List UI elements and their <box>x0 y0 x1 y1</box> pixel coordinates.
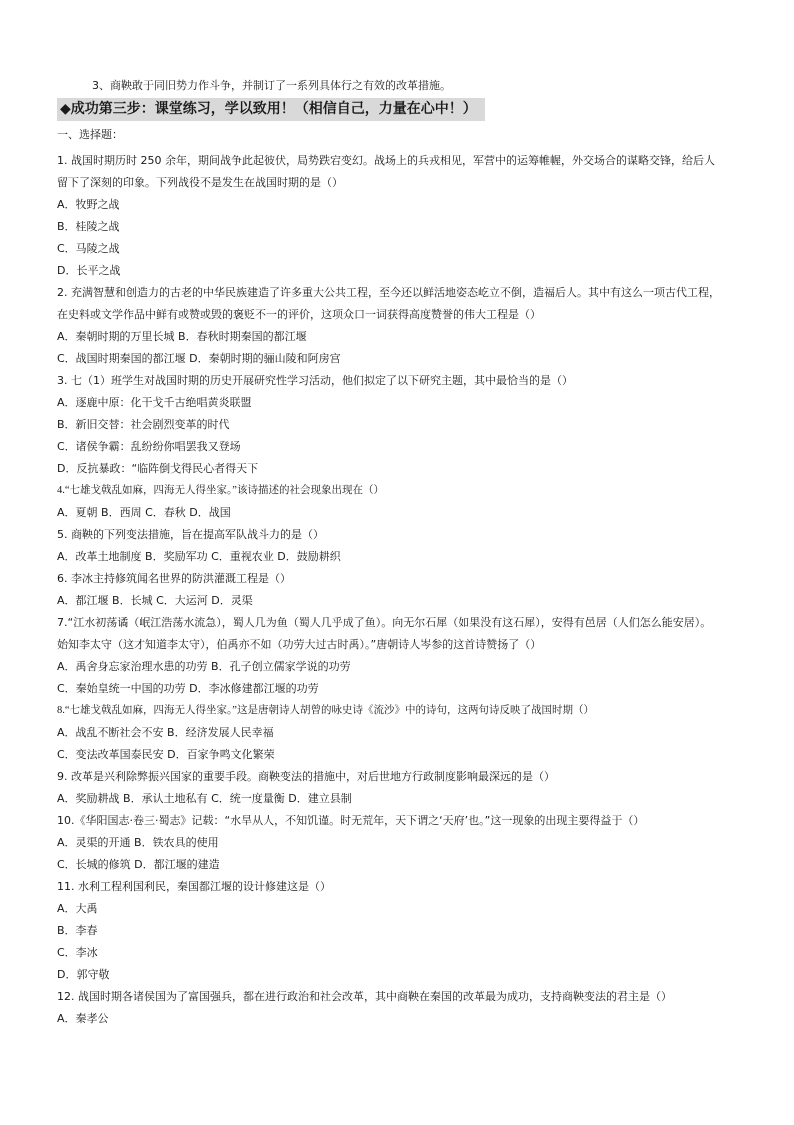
option-line: C．诸侯争霸：乱纷纷你唱罢我又登场 <box>57 440 241 453</box>
option-line: A．逐鹿中原：化干戈千古绝唱黄炎联盟 <box>57 396 252 409</box>
option-line: C．秦始皇统一中国的功劳 D．李冰修建都江堰的功劳 <box>57 682 319 695</box>
intro-text: 3、商鞅敢于同旧势力作斗争，并制订了一系列具体行之有效的改革措施。 <box>92 79 451 92</box>
option-line: B．桂陵之战 <box>57 220 120 233</box>
option-line: B．新旧交替：社会剧烈变革的时代 <box>57 418 230 431</box>
section-title: 一、选择题： <box>57 128 123 141</box>
question-list <box>57 150 747 1030</box>
option-line: B．李春 <box>57 924 98 937</box>
text-line: 3. 七（1）班学生对战国时期的历史开展研究性学习活动，他们拟定了以下研究主题，其中最恰当的是（） <box>57 374 573 387</box>
text-line: 留下了深刻的印象。下列战役不是发生在战国时期的是（） <box>57 176 343 189</box>
option-line: A．都江堰 B．长城 C．大运河 D．灵渠 <box>57 594 253 607</box>
option-line: A．禹舍身忘家治理水患的功劳 B．孔子创立儒家学说的功劳 <box>57 660 351 673</box>
option-line: A．奖励耕战 B．承认土地私有 C．统一度量衡 D．建立县制 <box>57 792 352 805</box>
option-line: A．战乱不断社会不安 B．经济发展人民幸福 <box>57 726 274 739</box>
option-line: A．秦朝时期的万里长城 B．春秋时期秦国的都江堰 <box>57 330 307 343</box>
text-line: 11. 水利工程利国利民，秦国都江堰的设计修建这是（） <box>57 880 331 893</box>
text-line: 10.《华阳国志·卷三·蜀志》记载：“水旱从人，不知饥谨。时无荒年，天下谓之‘天府’也。”这一现象的出现主要得益于（） <box>57 814 645 827</box>
option-line: D．郭守敬 <box>57 968 110 981</box>
option-line: A．改革土地制度 B．奖励军功 C．重视农业 D．鼓励耕织 <box>57 550 341 563</box>
text-line: 12. 战国时期各诸侯国为了富国强兵，都在进行政治和社会改革，其中商鞅在秦国的改革最为成功，支持商鞅变法的君主是（） <box>57 990 672 1003</box>
text-line: 8.“七雄戈戟乱如麻，四海无人得坐家。”这是唐朝诗人胡曾的咏史诗《流沙》中的诗句，这两句诗反映了战国时期（） <box>57 705 594 716</box>
text-line: 5. 商鞅的下列变法措施，旨在提高军队战斗力的是（） <box>57 528 324 541</box>
text-line: 1. 战国时期历时 250 余年，期间战争此起彼伏，局势跌宕变幻。战场上的兵戎相见，军营中的运筹帷幄，外交场合的谋略交锋，给后人 <box>57 154 715 167</box>
option-line: C．变法改革国泰民安 D．百家争鸣文化繁荣 <box>57 748 275 761</box>
option-line: C．战国时期秦国的都江堰 D．秦朝时期的骊山陵和阿房宫 <box>57 352 341 365</box>
option-line: A．夏朝 B．西周 C．春秋 D．战国 <box>57 506 231 519</box>
text-line: 6. 李冰主持修筑闻名世界的防洪灌溉工程是（） <box>57 572 291 585</box>
step-banner: ◆成功第三步：课堂练习，学以致用！（相信自己，力量在心中！） <box>57 98 485 121</box>
text-line: 在史料或文学作品中鲜有或赞或毁的褒贬不一的评价，这项众口一词获得高度赞誉的伟大工程是（） <box>57 308 541 321</box>
text-line: 2. 充满智慧和创造力的古老的中华民族建造了许多重大公共工程，至今还以鲜活地姿态屹立不倒，造福后人。其中有这么一项古代工程， <box>57 286 720 299</box>
text-line: 4.“七雄戈戟乱如麻，四海无人得坐家。”该诗描述的社会现象出现在（） <box>57 485 384 496</box>
option-line: C．马陵之战 <box>57 242 120 255</box>
option-line: D．反抗暴政：“临阵倒戈得民心者得天下 <box>57 462 259 475</box>
option-line: C．长城的修筑 D．都江堰的建造 <box>57 858 220 871</box>
option-line: A．牧野之战 <box>57 198 120 211</box>
text-line: 7.“江水初荡谲（岷江浩荡水流急），蜀人几为鱼（蜀人几乎成了鱼）。向无尔石犀（如果没有这石犀），安得有邑居（人们怎么能安居）。 <box>57 616 712 629</box>
text-line: 9. 改革是兴利除弊振兴国家的重要手段。商鞅变法的措施中，对后世地方行政制度影响最深远的是（） <box>57 770 555 783</box>
option-line: D．长平之战 <box>57 264 121 277</box>
option-line: A．秦孝公 <box>57 1012 109 1025</box>
option-line: A．灵渠的开通 B．铁农具的使用 <box>57 836 219 849</box>
option-line: A．大禹 <box>57 902 98 915</box>
option-line: C．李冰 <box>57 946 98 959</box>
text-line: 始知李太守（这才知道李太守），伯禹亦不如（功劳大过古时禹）。”唐朝诗人岑参的这首诗赞扬了（） <box>57 638 542 651</box>
